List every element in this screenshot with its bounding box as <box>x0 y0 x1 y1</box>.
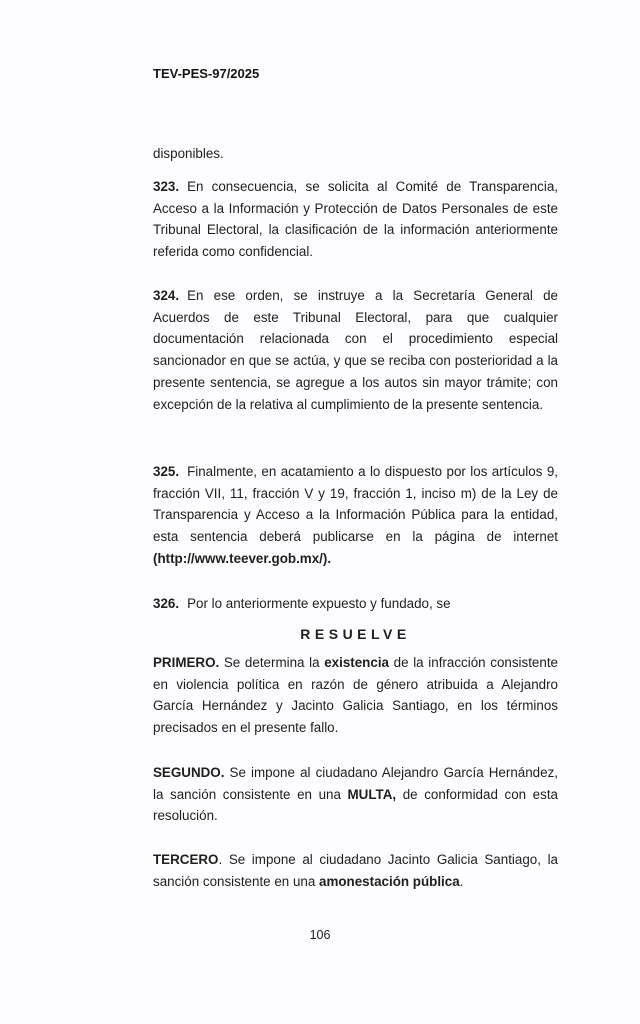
resolution-label: SEGUNDO. <box>153 765 225 780</box>
resolution-text: de conformidad con esta resolución. <box>153 786 558 824</box>
resolution-text: . Se impone al ciudadano Jacinto Galicia Santiago, la sanción consistente en una <box>153 852 558 889</box>
page-number: 106 <box>309 928 331 942</box>
continuation-text <box>153 143 558 165</box>
resolution-emphasis: amonestación pública <box>319 873 460 889</box>
continuation-line: disponibles. <box>153 146 224 161</box>
paragraph-number: 326. <box>153 596 180 611</box>
paragraph-number: 325. <box>153 464 180 479</box>
resolution-emphasis: MULTA, <box>347 786 397 802</box>
case-number: TEV-PES-97/2025 <box>153 66 260 81</box>
resolution-emphasis: existencia <box>324 655 389 670</box>
paragraph-text: En consecuencia, se solicita al Comité de Transparencia, Acceso a la Información y Protección de Datos Personales de este Tribunal Electoral, la clasificación de la información anteriormente referida como confidencial. <box>153 179 558 260</box>
resolution-tercero <box>153 849 558 892</box>
resolution-text: . <box>459 873 464 889</box>
paragraph-number: 323. <box>153 179 180 194</box>
website-url: (http://www.teever.gob.mx/). <box>153 550 332 566</box>
paragraph-325 <box>153 461 558 570</box>
resolution-label: TERCERO <box>153 852 219 867</box>
paragraph-text: Finalmente, en acatamiento a lo dispuesto por los artículos 9, fracción VII, 11, fracción V y 19, fracción 1, inciso m) de la Ley de Transparencia y Acceso a la Información Pública para la entidad, esta sentencia deberá publicarse en la página de internet <box>153 464 558 545</box>
paragraph-number: 324. <box>153 288 180 303</box>
resolution-text: de la infracción consistente en violencia política en razón de género atribuida a Alejandro García Hernández y Jacinto Galicia Santiago, en los términos precisados en el presente fallo. <box>153 655 558 736</box>
resolution-primero <box>153 652 558 739</box>
paragraph-text: En ese orden, se instruye a la Secretaría General de Acuerdos de este Tribunal Electoral, para que cualquier documentación relacionada con el procedimiento especial sancionador en que se actúa, y que se reciba con posterioridad a la presente sentencia, se agregue a los autos sin mayor trámite; con excepción de la relativa al cumplimiento de la presente sentencia. <box>153 288 558 412</box>
resolution-text: Se impone al ciudadano Alejandro García Hernández, la sanción consistente en una <box>153 765 558 802</box>
resolution-text: Se determina la <box>219 655 325 670</box>
paragraph-323 <box>153 176 558 263</box>
resolution-segundo <box>153 762 558 827</box>
resolution-label: PRIMERO. <box>153 655 220 670</box>
resolution-heading: RESUELVE <box>300 626 411 642</box>
paragraph-324 <box>153 285 558 415</box>
paragraph-text: Por lo anteriormente expuesto y fundado, se <box>187 596 451 611</box>
paragraph-326 <box>153 593 558 615</box>
